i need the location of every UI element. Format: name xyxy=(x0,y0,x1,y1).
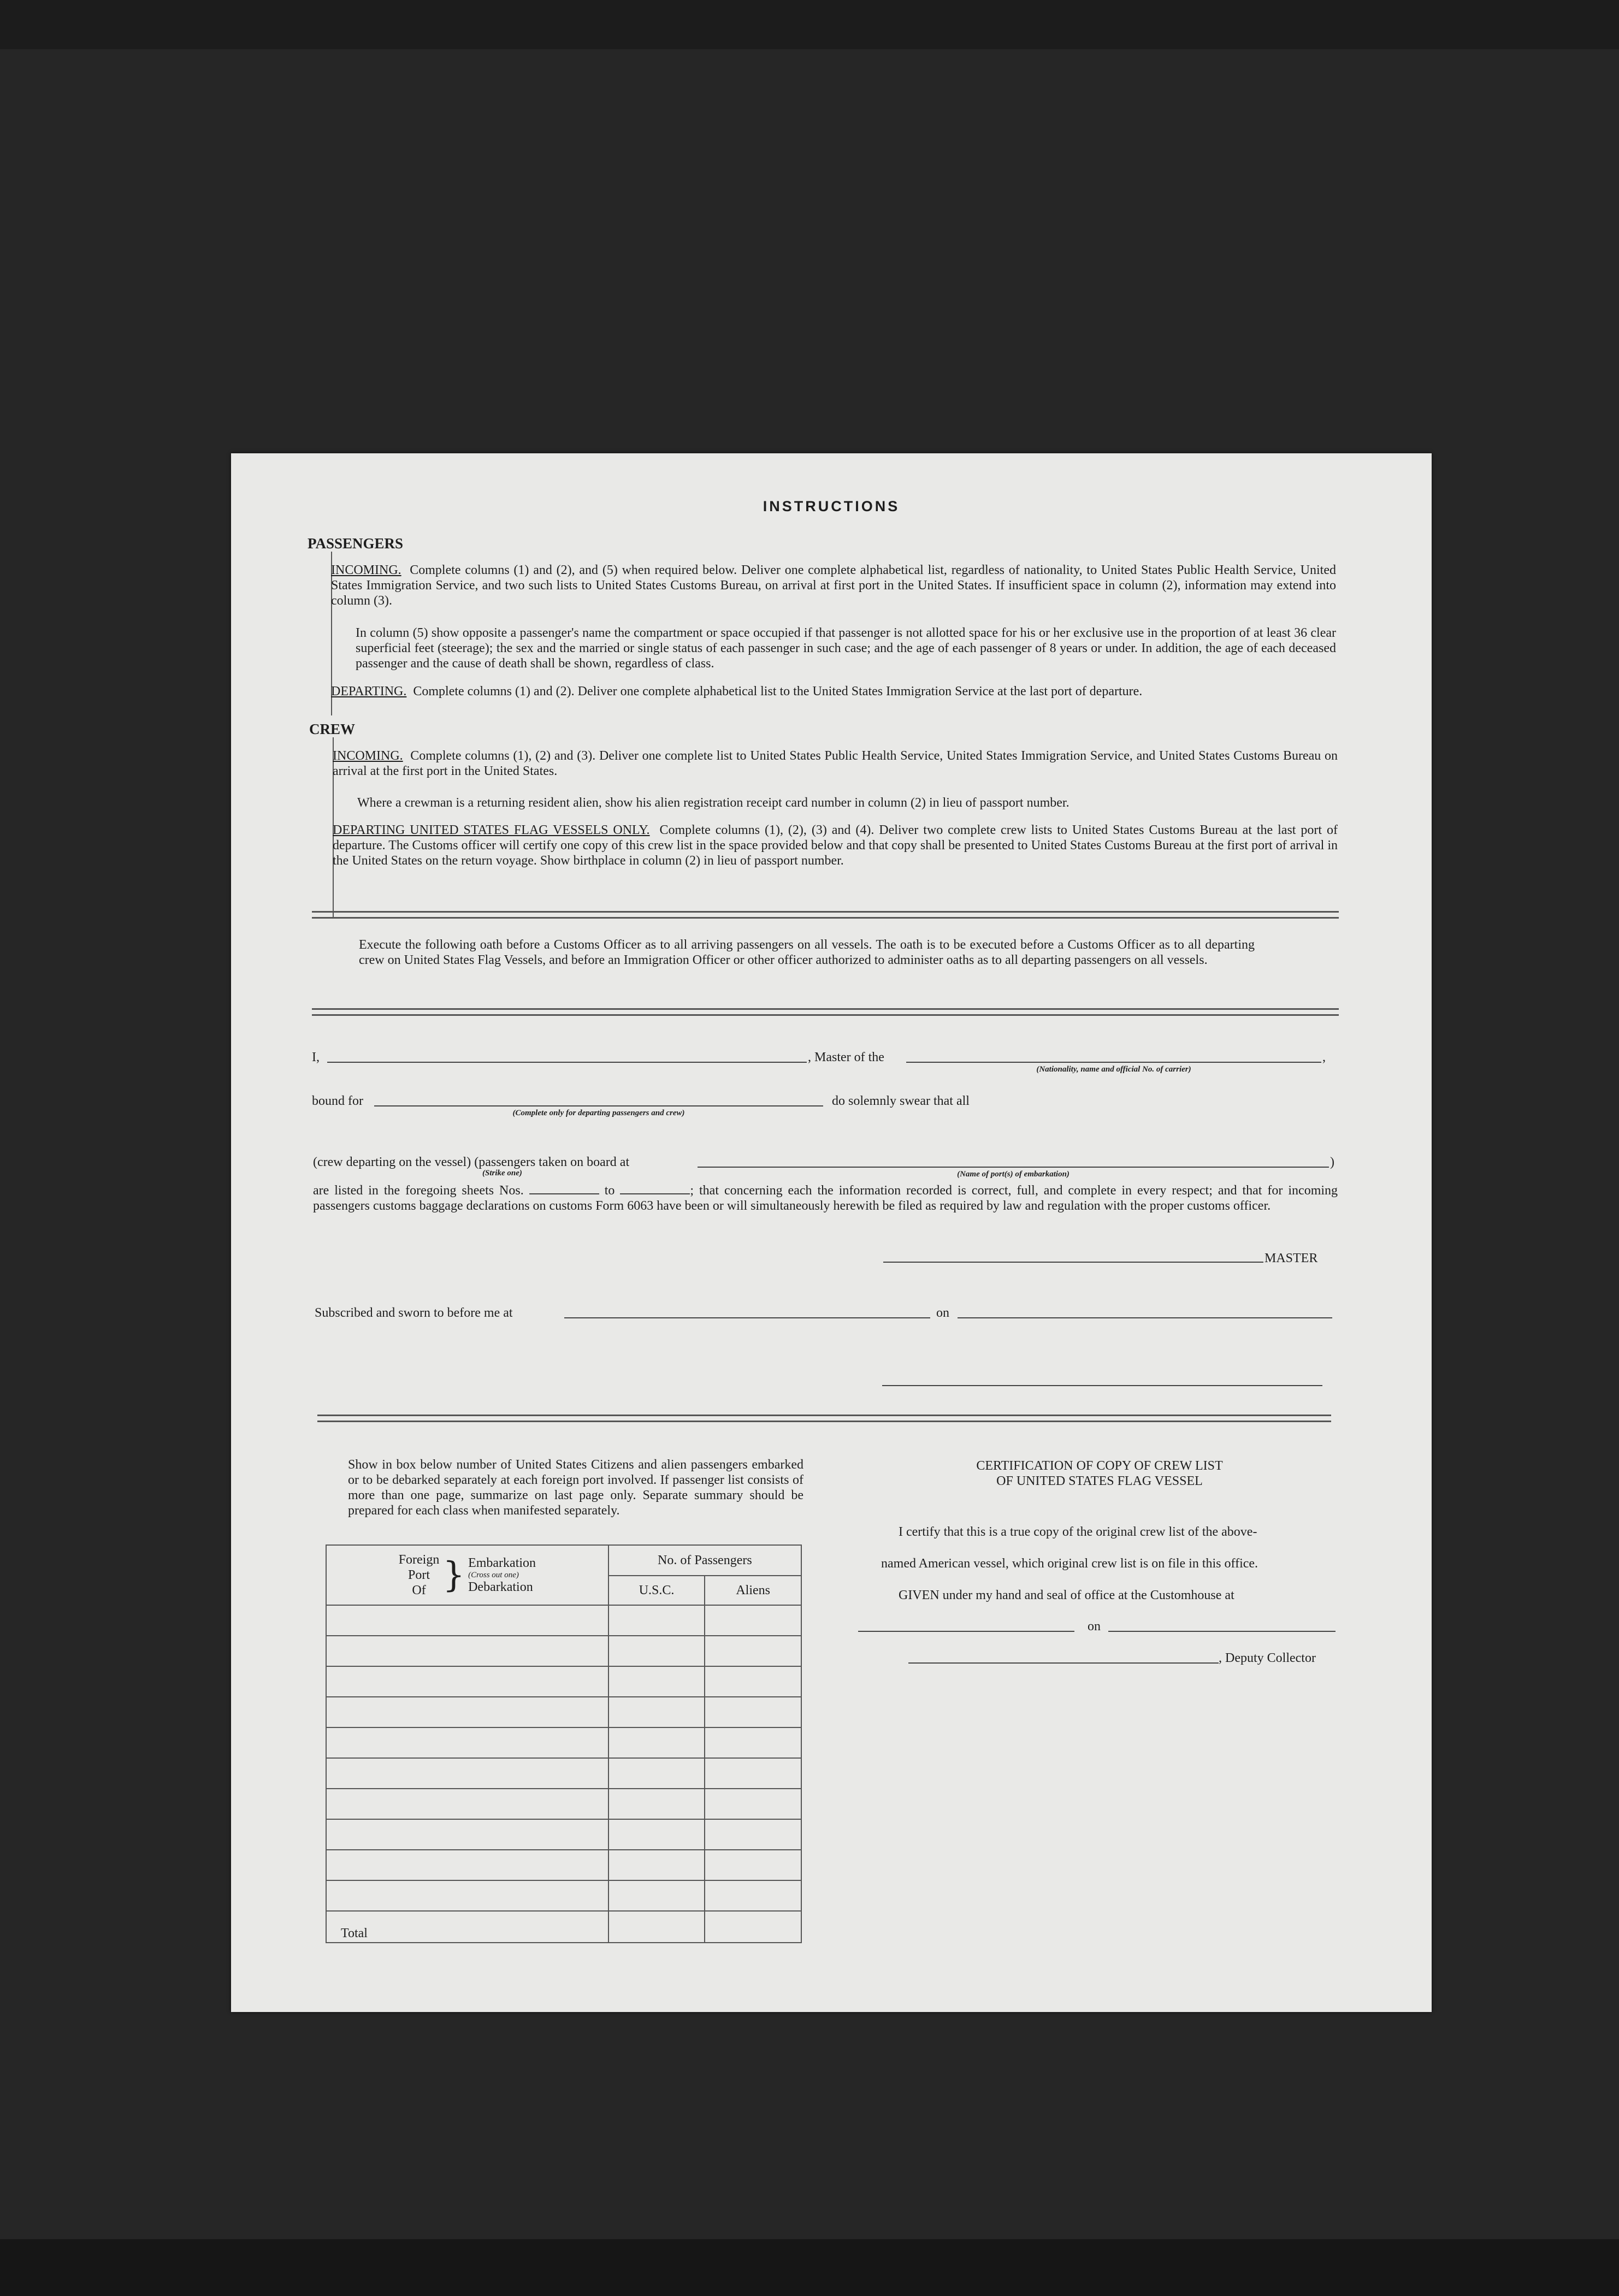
crew-departing-paragraph xyxy=(333,822,1338,868)
aliens-cell[interactable] xyxy=(705,1880,801,1911)
master-name-field[interactable] xyxy=(327,1062,807,1063)
listed-in-label: are listed in the foregoing sheets Nos. xyxy=(313,1183,524,1198)
table-row xyxy=(326,1850,801,1880)
total-aliens-cell[interactable] xyxy=(705,1911,801,1943)
usc-cell[interactable] xyxy=(608,1697,705,1727)
aliens-cell[interactable] xyxy=(705,1605,801,1636)
table-row xyxy=(326,1758,801,1789)
total-label: Total xyxy=(326,1911,608,1943)
certification-text xyxy=(881,1524,1340,1603)
table-row xyxy=(326,1636,801,1666)
deputy-signature-field[interactable] xyxy=(908,1662,1219,1664)
table-row xyxy=(326,1666,801,1697)
to-label: to xyxy=(604,1183,615,1198)
crew-incoming-paragraph xyxy=(333,748,1338,779)
port-summary-table xyxy=(326,1545,802,1943)
sworn-date-field[interactable] xyxy=(958,1317,1332,1318)
port-cell[interactable] xyxy=(326,1819,608,1850)
crew-resident-paragraph: Where a crewman is a returning resident alien, show his alien registration receipt card number in column (2) in lieu of passport number. xyxy=(357,796,1070,810)
strike-one-note: (Strike one) xyxy=(482,1169,522,1177)
certification-title xyxy=(870,1458,1329,1489)
divider-double-3 xyxy=(317,1415,1331,1422)
certification-title-line1: CERTIFICATION OF COPY OF CREW LIST xyxy=(976,1459,1223,1473)
passengers-departing-text: Complete columns (1) and (2). Deliver one complete alphabetical list to the United States Immigration Service at the last port of departure. xyxy=(413,684,1143,699)
table-row xyxy=(326,1819,801,1850)
port-cell[interactable] xyxy=(326,1666,608,1697)
usc-cell[interactable] xyxy=(608,1666,705,1697)
passengers-column5-paragraph: In column (5) show opposite a passenger's name the compartment or space occupied if that passenger is not allotted space for his or her exclusive use in the proportion of at least 36 clear superficial feet (steerage); the sex and the married or single status of each passenger in such case; and the age of each passenger of 8 years or under. In addition, the age of each deceased passenger and the cause of death shall be shown, regardless of class. xyxy=(356,626,1336,671)
table-row xyxy=(326,1880,801,1911)
oath-instruction: Execute the following oath before a Customs Officer as to all arriving passengers on all vessels. The oath is to be executed before a Customs Officer as to all departing crew on United States Flag Vessels, and before an Immigration Officer or other officer authorized to administer oaths as to all departing passengers on all vessels. xyxy=(359,938,1255,967)
usc-cell[interactable] xyxy=(608,1727,705,1758)
aliens-cell[interactable] xyxy=(705,1697,801,1727)
port-header-cell xyxy=(326,1545,608,1605)
master-signature-field[interactable] xyxy=(883,1262,1263,1263)
certification-on-label: on xyxy=(1088,1619,1101,1634)
declaration-rest: ; that concerning each the information recorded is correct, full, and complete in every respect; and that for incoming passengers customs baggage declarations on customs Form 6063 have been or will simultaneously herewith be filed as required by law and regulation with the proper customs officer. xyxy=(313,1183,1338,1213)
crew-section-title: CREW xyxy=(309,721,356,737)
col-foreign: Foreign xyxy=(398,1553,440,1567)
oath-comma: , xyxy=(1322,1050,1326,1064)
divider-double-1 xyxy=(312,911,1339,919)
usc-cell[interactable] xyxy=(608,1880,705,1911)
total-row xyxy=(326,1911,801,1943)
port-cell[interactable] xyxy=(326,1758,608,1789)
swear-text: do solemnly swear that all xyxy=(832,1094,970,1108)
usc-header: U.S.C. xyxy=(608,1576,705,1605)
usc-cell[interactable] xyxy=(608,1789,705,1819)
departing-note: (Complete only for departing passengers and crew) xyxy=(512,1109,685,1117)
port-cell[interactable] xyxy=(326,1727,608,1758)
total-usc-cell[interactable] xyxy=(608,1911,705,1943)
divider-double-2 xyxy=(312,1008,1339,1016)
crew-departing-label: DEPARTING UNITED STATES FLAG VESSELS ONLY. xyxy=(333,823,650,837)
given-line: GIVEN under my hand and seal of office at the Customhouse at xyxy=(899,1588,1234,1602)
no-passengers-header: No. of Passengers xyxy=(608,1545,801,1576)
bound-for-label: bound for xyxy=(312,1094,363,1108)
sworn-place-field[interactable] xyxy=(564,1317,930,1318)
port-cell[interactable] xyxy=(326,1636,608,1666)
aliens-cell[interactable] xyxy=(705,1636,801,1666)
customhouse-field[interactable] xyxy=(858,1631,1074,1632)
aliens-cell[interactable] xyxy=(705,1819,801,1850)
port-note: (Name of port(s) of embarkation) xyxy=(957,1170,1070,1179)
table-row xyxy=(326,1789,801,1819)
destination-field[interactable] xyxy=(374,1105,823,1106)
crew-incoming-label: INCOMING. xyxy=(333,749,403,763)
col-cross-out: (Cross out one) xyxy=(468,1571,519,1579)
sheet-to-field[interactable] xyxy=(620,1193,690,1194)
table-row xyxy=(326,1697,801,1727)
passengers-incoming-label: INCOMING. xyxy=(331,563,401,577)
oath-i-label: I, xyxy=(312,1050,320,1064)
aliens-header: Aliens xyxy=(705,1576,801,1605)
summary-instruction: Show in box below number of United States Citizens and alien passengers embarked or to be debarked separately at each foreign port involved. If passenger list consists of more than one page, summarize on last page only. Separate summary should be prepared for each class when manifested separately. xyxy=(348,1458,803,1518)
table-row xyxy=(326,1605,801,1636)
embarkation-port-field[interactable] xyxy=(698,1167,1329,1168)
usc-cell[interactable] xyxy=(608,1605,705,1636)
carrier-field[interactable] xyxy=(906,1062,1321,1063)
page-title: INSTRUCTIONS xyxy=(763,498,900,514)
col-of: Of xyxy=(412,1583,426,1597)
passengers-incoming-text: Complete columns (1) and (2), and (5) when required below. Deliver one complete alphabetical list, regardless of nationality, to United States Public Health Service, United States Immigration Service, and two such lists to United States Customs Bureau, on arrival at first port in the United States. If insufficient space in column (2), information may extend into column (3). xyxy=(331,563,1336,608)
passengers-incoming-paragraph xyxy=(331,563,1336,608)
col-port: Port xyxy=(408,1568,430,1582)
film-border-top xyxy=(0,0,1619,49)
sworn-on-label: on xyxy=(936,1306,949,1320)
col-debarkation: Debarkation xyxy=(468,1580,533,1594)
port-cell[interactable] xyxy=(326,1880,608,1911)
aliens-cell[interactable] xyxy=(705,1850,801,1880)
sheet-from-field[interactable] xyxy=(529,1193,599,1194)
subscribed-label: Subscribed and sworn to before me at xyxy=(315,1306,513,1320)
table-row xyxy=(326,1727,801,1758)
port-cell[interactable] xyxy=(326,1789,608,1819)
passengers-departing-paragraph xyxy=(331,684,1336,699)
crew-passengers-label: (crew departing on the vessel) (passengers taken on board at xyxy=(313,1155,630,1169)
port-cell[interactable] xyxy=(326,1697,608,1727)
port-cell[interactable] xyxy=(326,1850,608,1880)
col-embarkation: Embarkation xyxy=(468,1556,536,1570)
passengers-section-title: PASSENGERS xyxy=(308,535,404,552)
aliens-cell[interactable] xyxy=(705,1727,801,1758)
certify-line2: named American vessel, which original crew list is on file in this office. xyxy=(881,1557,1258,1571)
deputy-collector-label: , Deputy Collector xyxy=(1219,1651,1316,1665)
usc-cell[interactable] xyxy=(608,1850,705,1880)
crew-departing-text: Complete columns (1), (2), (3) and (4). Deliver two complete crew lists to United States Customs Bureau at the last port of departure. The Customs officer will certify one copy of this crew list in the space provided below and that copy shall be presented to United States Customs Bureau at the first port of arrival in the United States on the return voyage. Show birthplace in column (2) in lieu of passport number. xyxy=(333,823,1338,868)
close-paren: ) xyxy=(1330,1155,1334,1169)
master-of-label: , Master of the xyxy=(808,1050,884,1064)
aliens-cell[interactable] xyxy=(705,1789,801,1819)
officer-signature-field[interactable] xyxy=(882,1385,1322,1386)
brace-left: } xyxy=(442,1555,465,1595)
crew-incoming-text: Complete columns (1), (2) and (3). Deliver one complete list to United States Public Health Service, United States Immigration Service, and United States Customs Bureau on arrival at the first port in the United States. xyxy=(333,749,1338,778)
certification-date-field[interactable] xyxy=(1108,1631,1336,1632)
certify-line1: I certify that this is a true copy of the original crew list of the above- xyxy=(899,1525,1257,1539)
master-label: MASTER xyxy=(1265,1251,1318,1265)
aliens-cell[interactable] xyxy=(705,1758,801,1789)
film-border-bottom xyxy=(0,2239,1619,2296)
aliens-cell[interactable] xyxy=(705,1666,801,1697)
usc-cell[interactable] xyxy=(608,1819,705,1850)
document-page xyxy=(231,453,1432,2012)
certification-title-line2: OF UNITED STATES FLAG VESSEL xyxy=(996,1474,1203,1488)
usc-cell[interactable] xyxy=(608,1636,705,1666)
carrier-note: (Nationality, name and official No. of carrier) xyxy=(1036,1065,1191,1074)
declaration-paragraph xyxy=(313,1183,1338,1214)
port-cell[interactable] xyxy=(326,1605,608,1636)
usc-cell[interactable] xyxy=(608,1758,705,1789)
passengers-departing-label: DEPARTING. xyxy=(331,684,407,699)
